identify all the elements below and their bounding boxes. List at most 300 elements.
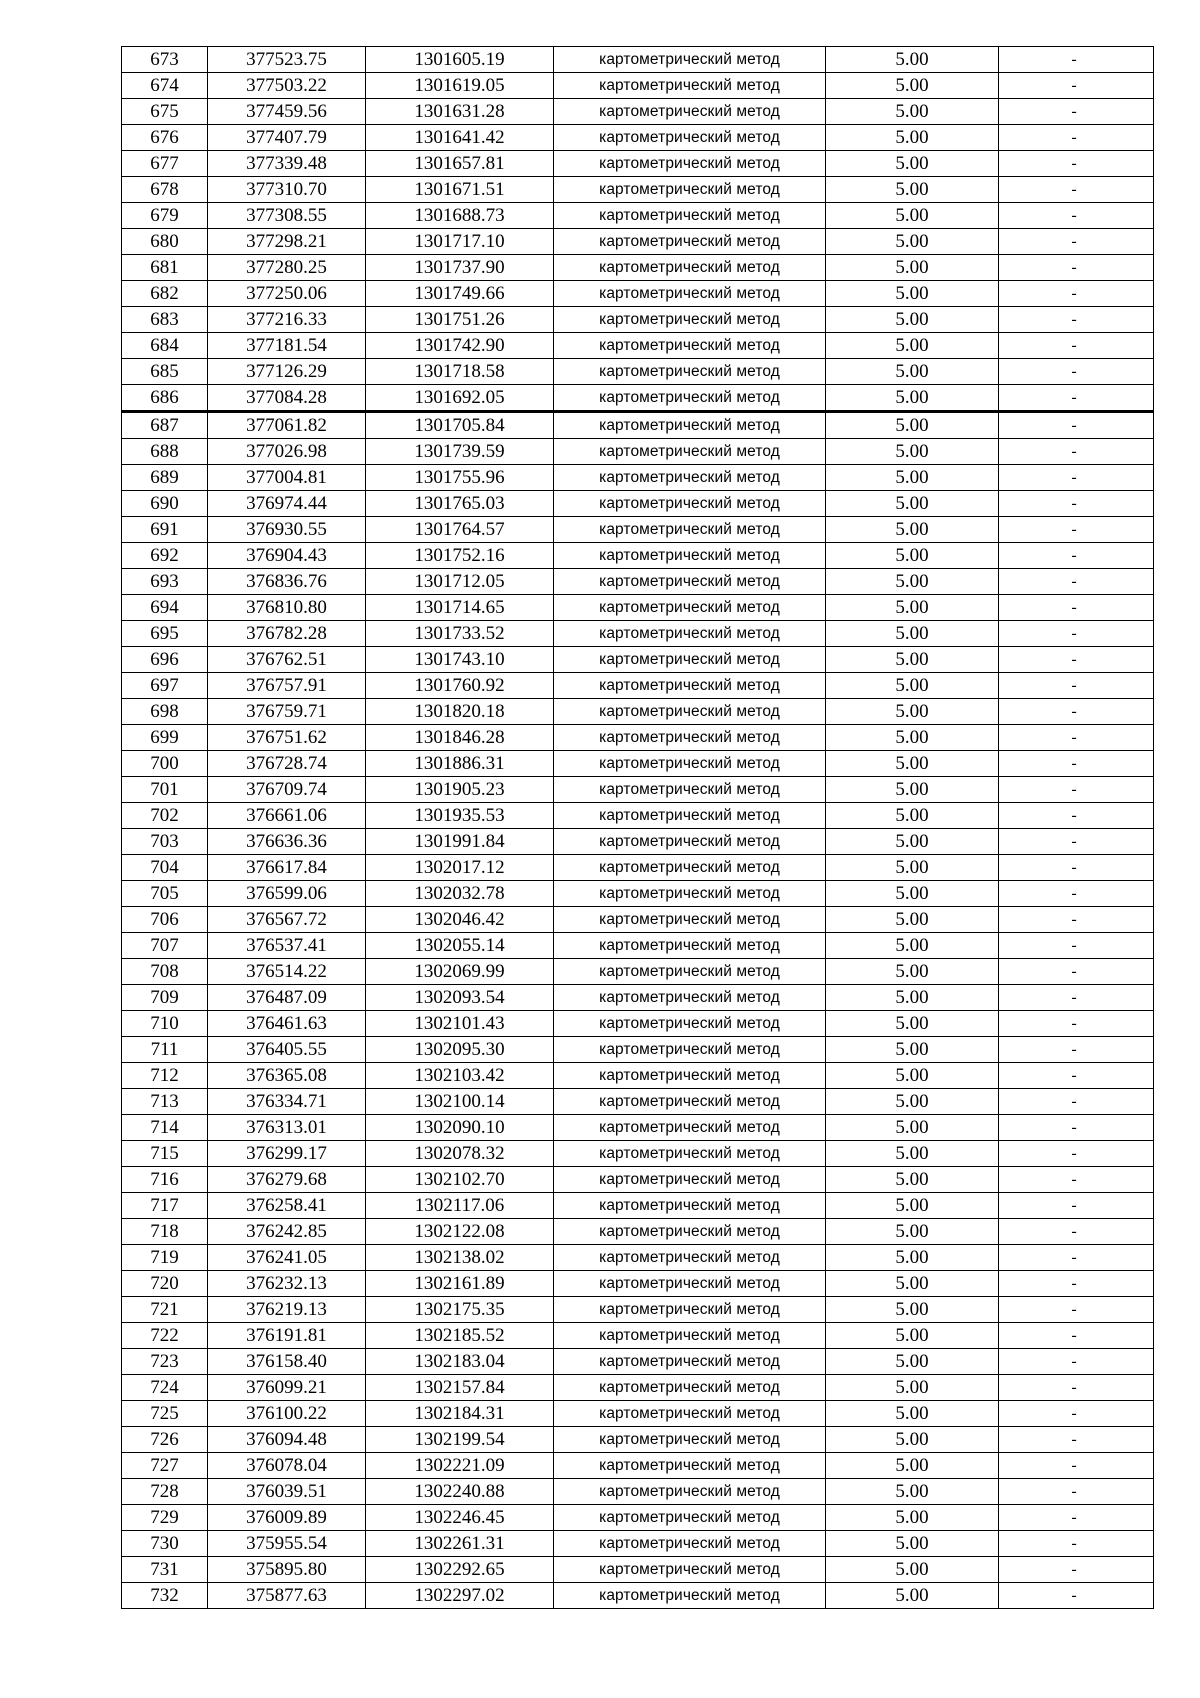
description-cell	[999, 1349, 1154, 1375]
description-cell	[999, 933, 1154, 959]
coordinates-table	[121, 46, 1154, 1609]
method-cell: картометрический метод	[554, 1531, 826, 1557]
x-coordinate-cell: 376567.72	[208, 907, 366, 933]
y-coordinate-cell: 1302199.54	[366, 1427, 554, 1453]
description-cell	[999, 1479, 1154, 1505]
description-cell	[999, 517, 1154, 543]
description-cell	[999, 465, 1154, 491]
y-coordinate-cell: 1302078.32	[366, 1141, 554, 1167]
accuracy-cell: 5.00	[826, 699, 999, 725]
method-cell: картометрический метод	[554, 1401, 826, 1427]
table-row	[122, 385, 1154, 412]
x-coordinate-cell: 377280.25	[208, 255, 366, 281]
description-cell	[999, 151, 1154, 177]
table-row	[122, 803, 1154, 829]
table-row	[122, 255, 1154, 281]
point-number-cell: 726	[122, 1427, 208, 1453]
y-coordinate-cell: 1301755.96	[366, 465, 554, 491]
table-row	[122, 1037, 1154, 1063]
x-coordinate-cell: 376836.76	[208, 569, 366, 595]
y-coordinate-cell: 1302185.52	[366, 1323, 554, 1349]
accuracy-cell: 5.00	[826, 1063, 999, 1089]
accuracy-cell: 5.00	[826, 1505, 999, 1531]
table-row	[122, 307, 1154, 333]
x-coordinate-cell: 376537.41	[208, 933, 366, 959]
description-cell	[999, 543, 1154, 569]
description-text: -	[1071, 181, 1077, 198]
y-coordinate-cell: 1301688.73	[366, 203, 554, 229]
description-cell	[999, 1011, 1154, 1037]
point-number-cell: 707	[122, 933, 208, 959]
description-text: -	[1071, 1587, 1077, 1604]
y-coordinate-cell: 1302138.02	[366, 1245, 554, 1271]
table-row	[122, 985, 1154, 1011]
table-row	[122, 1219, 1154, 1245]
accuracy-cell: 5.00	[826, 1115, 999, 1141]
y-coordinate-cell: 1301752.16	[366, 543, 554, 569]
accuracy-cell: 5.00	[826, 1167, 999, 1193]
y-coordinate-cell: 1302100.14	[366, 1089, 554, 1115]
x-coordinate-cell: 376039.51	[208, 1479, 366, 1505]
accuracy-cell: 5.00	[826, 959, 999, 985]
description-text: -	[1071, 937, 1077, 954]
point-number-cell: 722	[122, 1323, 208, 1349]
accuracy-cell: 5.00	[826, 621, 999, 647]
table-row	[122, 1063, 1154, 1089]
description-text: -	[1071, 1145, 1077, 1162]
description-cell	[999, 595, 1154, 621]
accuracy-cell: 5.00	[826, 73, 999, 99]
accuracy-cell: 5.00	[826, 491, 999, 517]
description-text: -	[1071, 1509, 1077, 1526]
point-number-cell: 723	[122, 1349, 208, 1375]
accuracy-cell: 5.00	[826, 1271, 999, 1297]
description-text: -	[1071, 963, 1077, 980]
point-number-cell: 703	[122, 829, 208, 855]
point-number-cell: 677	[122, 151, 208, 177]
description-cell	[999, 491, 1154, 517]
description-cell	[999, 985, 1154, 1011]
accuracy-cell: 5.00	[826, 439, 999, 465]
table-row	[122, 151, 1154, 177]
x-coordinate-cell: 376279.68	[208, 1167, 366, 1193]
description-text: -	[1071, 495, 1077, 512]
x-coordinate-cell: 376191.81	[208, 1323, 366, 1349]
method-cell: картометрический метод	[554, 751, 826, 777]
table-row	[122, 1583, 1154, 1609]
x-coordinate-cell: 377216.33	[208, 307, 366, 333]
description-cell	[999, 569, 1154, 595]
accuracy-cell: 5.00	[826, 647, 999, 673]
method-cell: картометрический метод	[554, 359, 826, 385]
point-number-cell: 690	[122, 491, 208, 517]
y-coordinate-cell: 1301905.23	[366, 777, 554, 803]
accuracy-cell: 5.00	[826, 907, 999, 933]
point-number-cell: 717	[122, 1193, 208, 1219]
description-cell	[999, 439, 1154, 465]
method-cell: картометрический метод	[554, 281, 826, 307]
description-cell	[999, 673, 1154, 699]
point-number-cell: 725	[122, 1401, 208, 1427]
description-cell	[999, 803, 1154, 829]
accuracy-cell: 5.00	[826, 855, 999, 881]
point-number-cell: 701	[122, 777, 208, 803]
table-row	[122, 855, 1154, 881]
description-text: -	[1071, 677, 1077, 694]
x-coordinate-cell: 376636.36	[208, 829, 366, 855]
accuracy-cell: 5.00	[826, 1583, 999, 1609]
accuracy-cell: 5.00	[826, 151, 999, 177]
description-text: -	[1071, 755, 1077, 772]
point-number-cell: 696	[122, 647, 208, 673]
table-row	[122, 439, 1154, 465]
table-row	[122, 673, 1154, 699]
table-row	[122, 1089, 1154, 1115]
x-coordinate-cell: 376728.74	[208, 751, 366, 777]
x-coordinate-cell: 375895.80	[208, 1557, 366, 1583]
method-cell: картометрический метод	[554, 439, 826, 465]
y-coordinate-cell: 1301692.05	[366, 385, 554, 412]
point-number-cell: 700	[122, 751, 208, 777]
description-text: -	[1071, 311, 1077, 328]
x-coordinate-cell: 376232.13	[208, 1271, 366, 1297]
description-cell	[999, 1583, 1154, 1609]
description-text: -	[1071, 703, 1077, 720]
accuracy-cell: 5.00	[826, 933, 999, 959]
description-text: -	[1071, 1483, 1077, 1500]
x-coordinate-cell: 375877.63	[208, 1583, 366, 1609]
x-coordinate-cell: 377339.48	[208, 151, 366, 177]
accuracy-cell: 5.00	[826, 985, 999, 1011]
y-coordinate-cell: 1302183.04	[366, 1349, 554, 1375]
point-number-cell: 689	[122, 465, 208, 491]
table-row	[122, 699, 1154, 725]
x-coordinate-cell: 376461.63	[208, 1011, 366, 1037]
description-text: -	[1071, 729, 1077, 746]
method-cell: картометрический метод	[554, 985, 826, 1011]
point-number-cell: 679	[122, 203, 208, 229]
point-number-cell: 684	[122, 333, 208, 359]
description-text: -	[1071, 911, 1077, 928]
description-cell	[999, 1245, 1154, 1271]
method-cell: картометрический метод	[554, 907, 826, 933]
description-text: -	[1071, 155, 1077, 172]
x-coordinate-cell: 377181.54	[208, 333, 366, 359]
point-number-cell: 692	[122, 543, 208, 569]
y-coordinate-cell: 1301714.65	[366, 595, 554, 621]
y-coordinate-cell: 1301705.84	[366, 412, 554, 439]
accuracy-cell: 5.00	[826, 385, 999, 412]
accuracy-cell: 5.00	[826, 881, 999, 907]
x-coordinate-cell: 376219.13	[208, 1297, 366, 1323]
table-row	[122, 1271, 1154, 1297]
method-cell: картометрический метод	[554, 673, 826, 699]
y-coordinate-cell: 1302157.84	[366, 1375, 554, 1401]
x-coordinate-cell: 376709.74	[208, 777, 366, 803]
y-coordinate-cell: 1301619.05	[366, 73, 554, 99]
point-number-cell: 709	[122, 985, 208, 1011]
x-coordinate-cell: 377126.29	[208, 359, 366, 385]
method-cell: картометрический метод	[554, 73, 826, 99]
description-cell	[999, 307, 1154, 333]
x-coordinate-cell: 377459.56	[208, 99, 366, 125]
accuracy-cell: 5.00	[826, 543, 999, 569]
y-coordinate-cell: 1302090.10	[366, 1115, 554, 1141]
method-cell: картометрический метод	[554, 933, 826, 959]
accuracy-cell: 5.00	[826, 1193, 999, 1219]
y-coordinate-cell: 1301641.42	[366, 125, 554, 151]
description-cell	[999, 1505, 1154, 1531]
table-row	[122, 99, 1154, 125]
method-cell: картометрический метод	[554, 1557, 826, 1583]
method-cell: картометрический метод	[554, 959, 826, 985]
accuracy-cell: 5.00	[826, 1219, 999, 1245]
y-coordinate-cell: 1302221.09	[366, 1453, 554, 1479]
accuracy-cell: 5.00	[826, 1479, 999, 1505]
accuracy-cell: 5.00	[826, 125, 999, 151]
y-coordinate-cell: 1301749.66	[366, 281, 554, 307]
table-row	[122, 1115, 1154, 1141]
x-coordinate-cell: 376241.05	[208, 1245, 366, 1271]
point-number-cell: 712	[122, 1063, 208, 1089]
x-coordinate-cell: 376514.22	[208, 959, 366, 985]
x-coordinate-cell: 377026.98	[208, 439, 366, 465]
x-coordinate-cell: 377061.82	[208, 412, 366, 439]
accuracy-cell: 5.00	[826, 751, 999, 777]
accuracy-cell: 5.00	[826, 99, 999, 125]
description-text: -	[1071, 77, 1077, 94]
y-coordinate-cell: 1302175.35	[366, 1297, 554, 1323]
accuracy-cell: 5.00	[826, 803, 999, 829]
y-coordinate-cell: 1301631.28	[366, 99, 554, 125]
method-cell: картометрический метод	[554, 307, 826, 333]
description-cell	[999, 699, 1154, 725]
method-cell: картометрический метод	[554, 1323, 826, 1349]
point-number-cell: 729	[122, 1505, 208, 1531]
method-cell: картометрический метод	[554, 1427, 826, 1453]
y-coordinate-cell: 1301733.52	[366, 621, 554, 647]
table-row	[122, 1011, 1154, 1037]
description-text: -	[1071, 807, 1077, 824]
method-cell: картометрический метод	[554, 229, 826, 255]
y-coordinate-cell: 1301712.05	[366, 569, 554, 595]
description-cell	[999, 1271, 1154, 1297]
table-row	[122, 1167, 1154, 1193]
point-number-cell: 710	[122, 1011, 208, 1037]
point-number-cell: 682	[122, 281, 208, 307]
point-number-cell: 732	[122, 1583, 208, 1609]
description-text: -	[1071, 599, 1077, 616]
x-coordinate-cell: 377298.21	[208, 229, 366, 255]
method-cell: картометрический метод	[554, 491, 826, 517]
accuracy-cell: 5.00	[826, 359, 999, 385]
x-coordinate-cell: 376242.85	[208, 1219, 366, 1245]
description-text: -	[1071, 1275, 1077, 1292]
y-coordinate-cell: 1302117.06	[366, 1193, 554, 1219]
accuracy-cell: 5.00	[826, 595, 999, 621]
table-row	[122, 725, 1154, 751]
description-cell	[999, 1219, 1154, 1245]
x-coordinate-cell: 376617.84	[208, 855, 366, 881]
point-number-cell: 680	[122, 229, 208, 255]
y-coordinate-cell: 1301846.28	[366, 725, 554, 751]
table-row	[122, 829, 1154, 855]
method-cell: картометрический метод	[554, 203, 826, 229]
accuracy-cell: 5.00	[826, 673, 999, 699]
description-text: -	[1071, 103, 1077, 120]
description-text: -	[1071, 285, 1077, 302]
point-number-cell: 704	[122, 855, 208, 881]
x-coordinate-cell: 376810.80	[208, 595, 366, 621]
method-cell: картометрический метод	[554, 125, 826, 151]
y-coordinate-cell: 1301717.10	[366, 229, 554, 255]
method-cell: картометрический метод	[554, 1089, 826, 1115]
y-coordinate-cell: 1302101.43	[366, 1011, 554, 1037]
accuracy-cell: 5.00	[826, 1349, 999, 1375]
point-number-cell: 706	[122, 907, 208, 933]
y-coordinate-cell: 1302017.12	[366, 855, 554, 881]
table-row	[122, 777, 1154, 803]
table-row	[122, 621, 1154, 647]
point-number-cell: 697	[122, 673, 208, 699]
table-row	[122, 1349, 1154, 1375]
point-number-cell: 674	[122, 73, 208, 99]
x-coordinate-cell: 376405.55	[208, 1037, 366, 1063]
description-text: -	[1071, 521, 1077, 538]
y-coordinate-cell: 1302069.99	[366, 959, 554, 985]
accuracy-cell: 5.00	[826, 1297, 999, 1323]
x-coordinate-cell: 376751.62	[208, 725, 366, 751]
description-text: -	[1071, 1249, 1077, 1266]
table-row	[122, 465, 1154, 491]
method-cell: картометрический метод	[554, 595, 826, 621]
point-number-cell: 708	[122, 959, 208, 985]
y-coordinate-cell: 1302093.54	[366, 985, 554, 1011]
x-coordinate-cell: 376759.71	[208, 699, 366, 725]
description-text: -	[1071, 1171, 1077, 1188]
description-text: -	[1071, 1405, 1077, 1422]
description-cell	[999, 621, 1154, 647]
description-text: -	[1071, 233, 1077, 250]
table-row	[122, 412, 1154, 439]
description-text: -	[1071, 1197, 1077, 1214]
point-number-cell: 683	[122, 307, 208, 333]
x-coordinate-cell: 376299.17	[208, 1141, 366, 1167]
description-text: -	[1071, 1119, 1077, 1136]
y-coordinate-cell: 1302095.30	[366, 1037, 554, 1063]
method-cell: картометрический метод	[554, 699, 826, 725]
description-text: -	[1071, 547, 1077, 564]
description-cell	[999, 855, 1154, 881]
description-cell	[999, 959, 1154, 985]
x-coordinate-cell: 376599.06	[208, 881, 366, 907]
point-number-cell: 721	[122, 1297, 208, 1323]
point-number-cell: 698	[122, 699, 208, 725]
method-cell: картометрический метод	[554, 99, 826, 125]
x-coordinate-cell: 376334.71	[208, 1089, 366, 1115]
description-cell	[999, 1141, 1154, 1167]
accuracy-cell: 5.00	[826, 177, 999, 203]
point-number-cell: 728	[122, 1479, 208, 1505]
table-row	[122, 73, 1154, 99]
method-cell: картометрический метод	[554, 1349, 826, 1375]
table-row	[122, 1557, 1154, 1583]
method-cell: картометрический метод	[554, 725, 826, 751]
accuracy-cell: 5.00	[826, 1375, 999, 1401]
description-cell	[999, 1193, 1154, 1219]
point-number-cell: 716	[122, 1167, 208, 1193]
y-coordinate-cell: 1301742.90	[366, 333, 554, 359]
point-number-cell: 727	[122, 1453, 208, 1479]
accuracy-cell: 5.00	[826, 1141, 999, 1167]
method-cell: картометрический метод	[554, 1193, 826, 1219]
accuracy-cell: 5.00	[826, 307, 999, 333]
y-coordinate-cell: 1302046.42	[366, 907, 554, 933]
description-cell	[999, 412, 1154, 439]
accuracy-cell: 5.00	[826, 1323, 999, 1349]
x-coordinate-cell: 376258.41	[208, 1193, 366, 1219]
accuracy-cell: 5.00	[826, 229, 999, 255]
method-cell: картометрический метод	[554, 1505, 826, 1531]
method-cell: картометрический метод	[554, 1167, 826, 1193]
method-cell: картометрический метод	[554, 647, 826, 673]
table-row	[122, 1245, 1154, 1271]
accuracy-cell: 5.00	[826, 569, 999, 595]
method-cell: картометрический метод	[554, 1219, 826, 1245]
description-cell	[999, 1557, 1154, 1583]
x-coordinate-cell: 376099.21	[208, 1375, 366, 1401]
accuracy-cell: 5.00	[826, 281, 999, 307]
point-number-cell: 686	[122, 385, 208, 412]
x-coordinate-cell: 376762.51	[208, 647, 366, 673]
point-number-cell: 675	[122, 99, 208, 125]
method-cell: картометрический метод	[554, 177, 826, 203]
description-text: -	[1071, 443, 1077, 460]
point-number-cell: 711	[122, 1037, 208, 1063]
table-row	[122, 933, 1154, 959]
description-cell	[999, 829, 1154, 855]
description-text: -	[1071, 363, 1077, 380]
point-number-cell: 693	[122, 569, 208, 595]
accuracy-cell: 5.00	[826, 255, 999, 281]
y-coordinate-cell: 1302103.42	[366, 1063, 554, 1089]
method-cell: картометрический метод	[554, 1271, 826, 1297]
x-coordinate-cell: 377310.70	[208, 177, 366, 203]
y-coordinate-cell: 1302297.02	[366, 1583, 554, 1609]
description-text: -	[1071, 129, 1077, 146]
accuracy-cell: 5.00	[826, 1531, 999, 1557]
method-cell: картометрический метод	[554, 1375, 826, 1401]
accuracy-cell: 5.00	[826, 1037, 999, 1063]
x-coordinate-cell: 376365.08	[208, 1063, 366, 1089]
method-cell: картометрический метод	[554, 333, 826, 359]
description-text: -	[1071, 573, 1077, 590]
point-number-cell: 705	[122, 881, 208, 907]
x-coordinate-cell: 377308.55	[208, 203, 366, 229]
x-coordinate-cell: 376930.55	[208, 517, 366, 543]
description-text: -	[1071, 1301, 1077, 1318]
accuracy-cell: 5.00	[826, 47, 999, 73]
description-text: -	[1071, 207, 1077, 224]
description-cell	[999, 725, 1154, 751]
description-text: -	[1071, 651, 1077, 668]
table-row	[122, 647, 1154, 673]
accuracy-cell: 5.00	[826, 203, 999, 229]
point-number-cell: 694	[122, 595, 208, 621]
x-coordinate-cell: 377407.79	[208, 125, 366, 151]
table-row	[122, 1505, 1154, 1531]
table-row	[122, 751, 1154, 777]
